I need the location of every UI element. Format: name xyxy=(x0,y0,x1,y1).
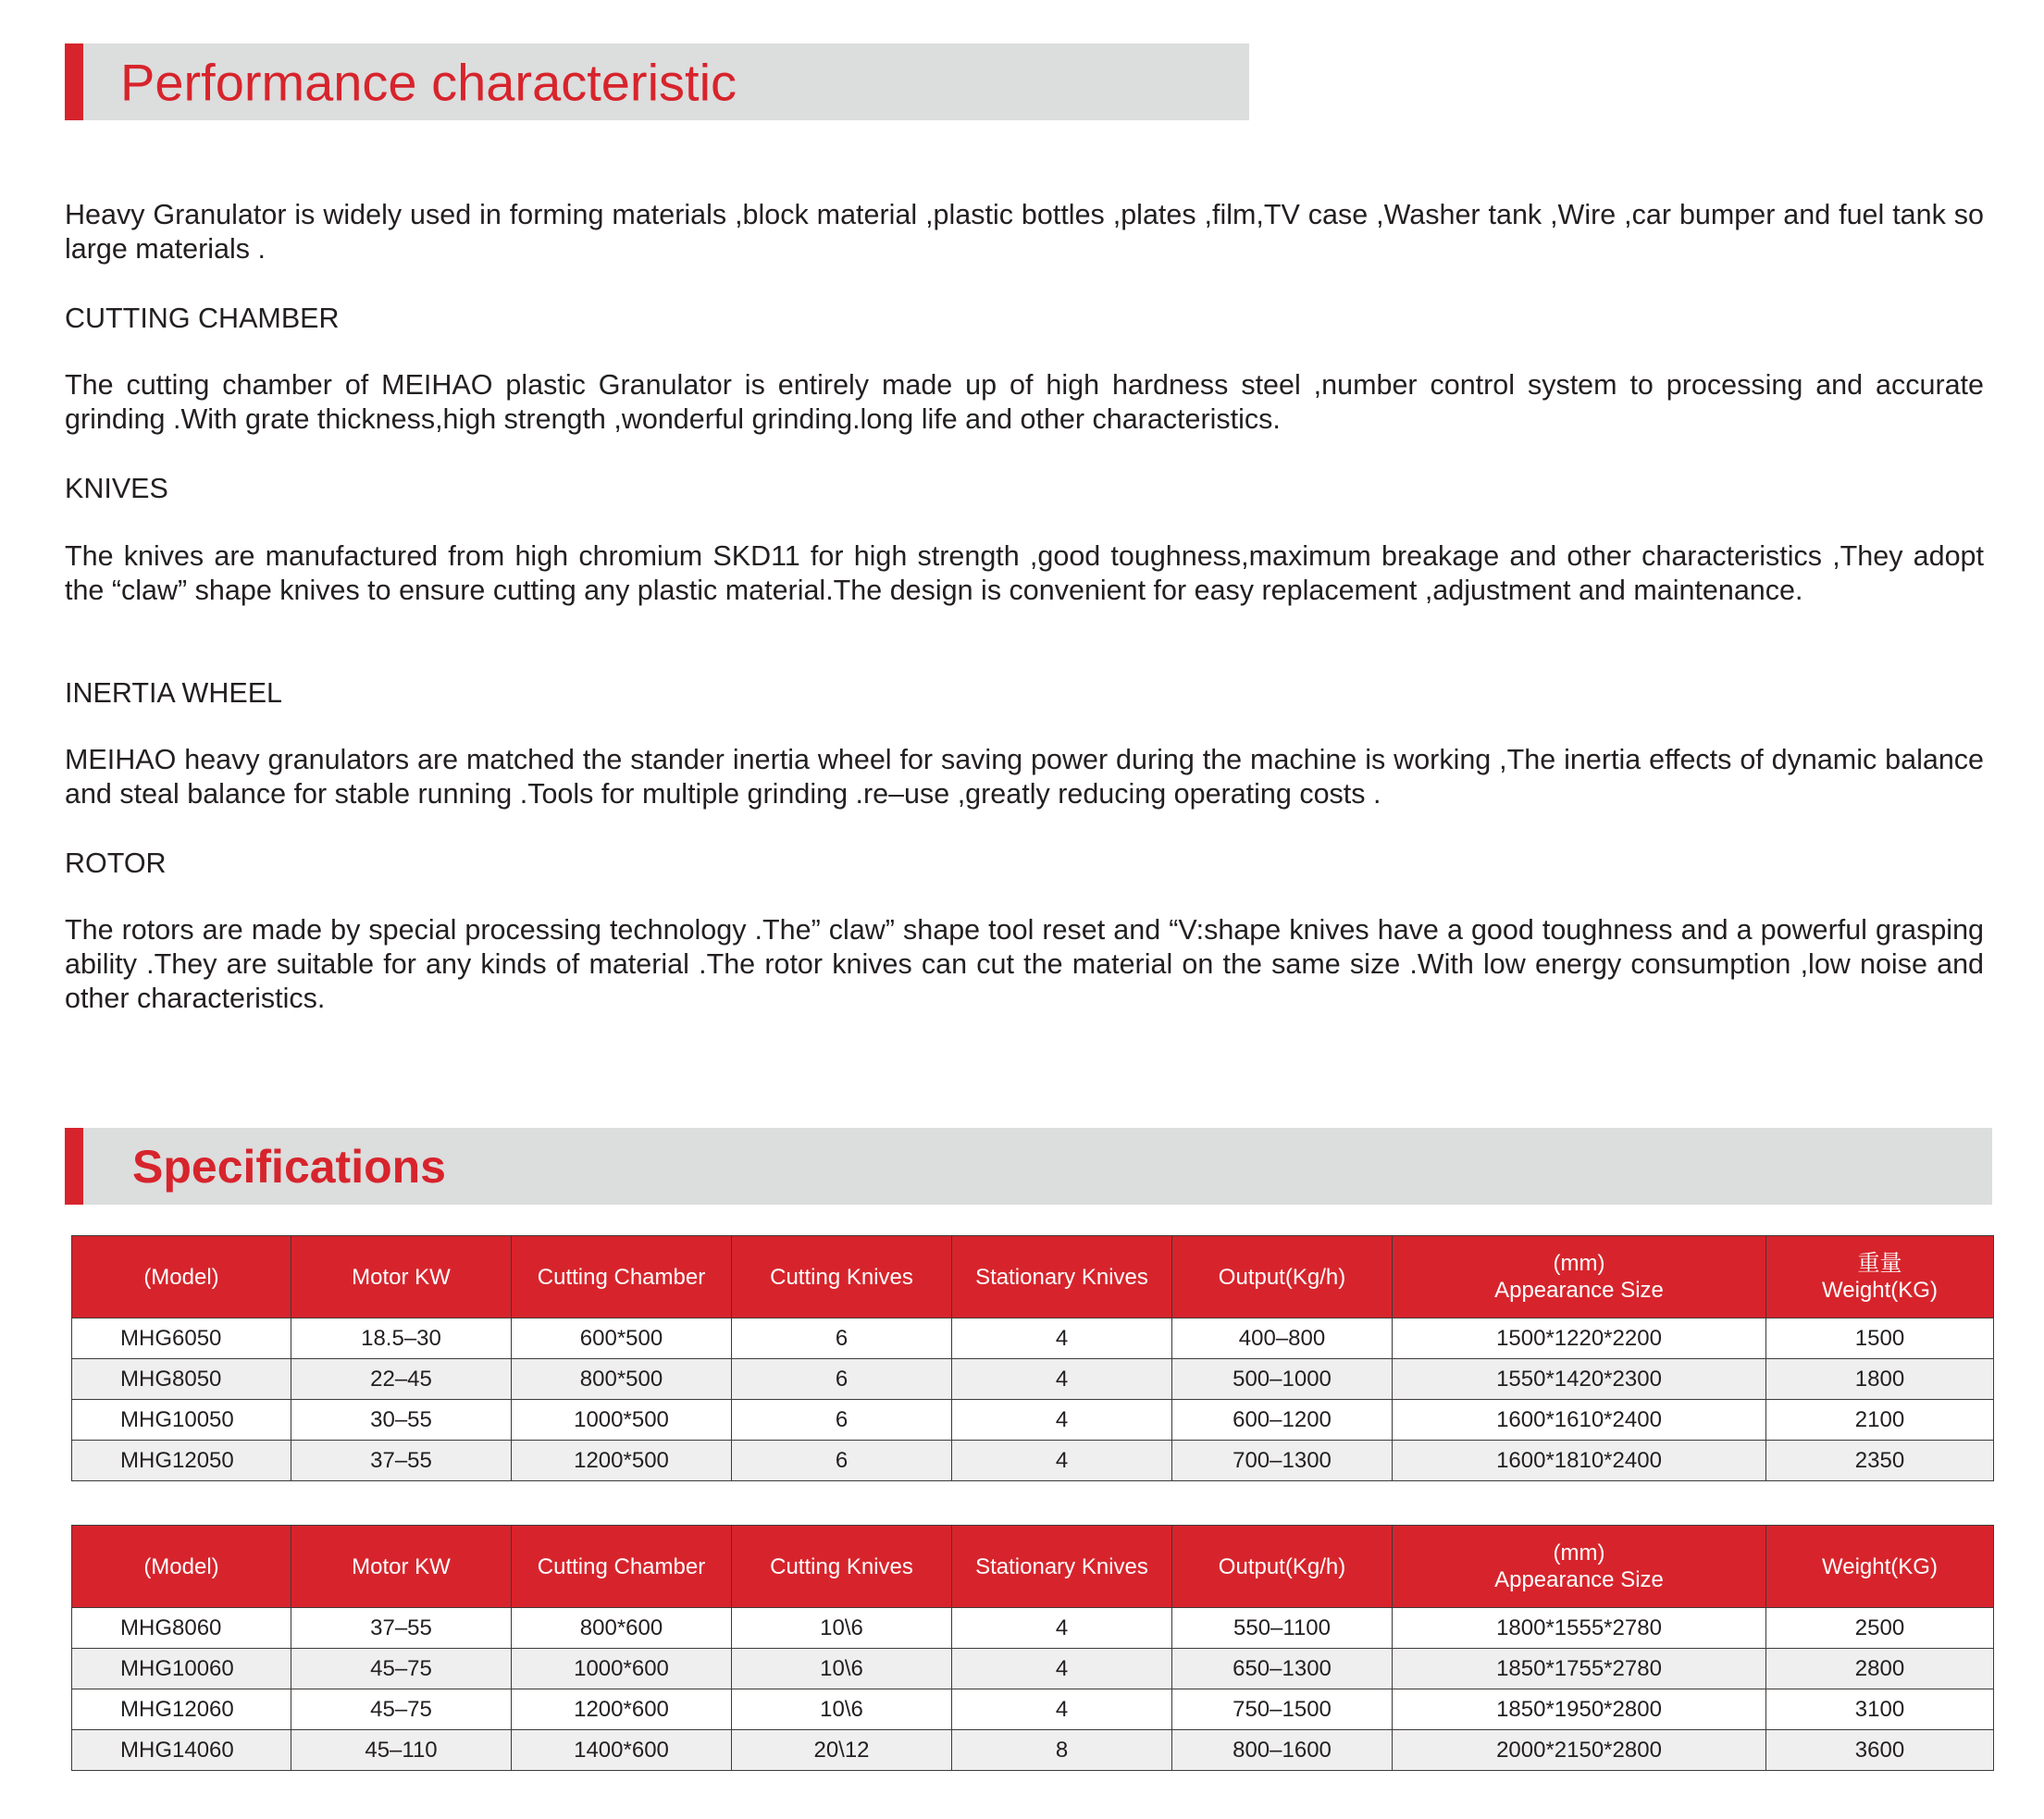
cutting-chamber-cell: 1200*500 xyxy=(512,1441,732,1481)
table-row xyxy=(72,1318,1994,1359)
weight-cell: 3100 xyxy=(1766,1689,1994,1730)
table-header-row xyxy=(72,1236,1994,1318)
weight-label: Weight(KG) xyxy=(1822,1278,1938,1303)
col-appearance-size xyxy=(1393,1526,1766,1608)
col-stationary-knives: Stationary Knives xyxy=(952,1526,1172,1608)
table-row xyxy=(72,1359,1994,1400)
weight-chinese-label: 重量 xyxy=(1857,1251,1902,1276)
table-row xyxy=(72,1730,1994,1771)
output-cell: 700–1300 xyxy=(1172,1441,1393,1481)
weight-cell: 2500 xyxy=(1766,1608,1994,1649)
rotor-paragraph: The rotors are made by special processing technology .The” claw” shape tool reset and “V:shape knives have a good toughness and a powerful grasping ability .They are suitable for any kinds of material .The rotor knives can cut the material on the same size .With low energy consumption ,low noise and other characteristics. xyxy=(65,914,1984,1014)
col-stationary-knives: Stationary Knives xyxy=(952,1236,1172,1318)
model-cell: MHG14060 xyxy=(72,1730,291,1771)
col-output: Output(Kg/h) xyxy=(1172,1236,1393,1318)
performance-section-header xyxy=(65,43,1249,120)
motor-kw-cell: 45–110 xyxy=(291,1730,512,1771)
motor-kw-cell: 30–55 xyxy=(291,1400,512,1441)
col-appearance-size xyxy=(1393,1236,1766,1318)
intro-paragraph: Heavy Granulator is widely used in forming materials ,block material ,plastic bottles ,plates ,film,TV case ,Washer tank ,Wire ,car bumper and fuel tank so large materials . xyxy=(65,199,1984,265)
appearance-size-cell: 1600*1610*2400 xyxy=(1393,1400,1766,1441)
output-cell: 550–1100 xyxy=(1172,1608,1393,1649)
model-cell: MHG8060 xyxy=(72,1608,291,1649)
stationary-knives-cell: 4 xyxy=(952,1400,1172,1441)
spec-table-2 xyxy=(71,1525,1994,1771)
inertia-wheel-paragraph: MEIHAO heavy granulators are matched the stander inertia wheel for saving power during the machine is working ,The inertia effects of dynamic balance and steal balance for stable running .Tools for multiple grinding .re–use ,greatly reducing operating costs . xyxy=(65,744,1984,810)
cutting-knives-cell: 6 xyxy=(732,1359,952,1400)
table-header-row xyxy=(72,1526,1994,1608)
appearance-size-label: Appearance Size xyxy=(1494,1567,1664,1592)
output-cell: 500–1000 xyxy=(1172,1359,1393,1400)
weight-cell: 3600 xyxy=(1766,1730,1994,1771)
model-cell: MHG12060 xyxy=(72,1689,291,1730)
cutting-knives-cell: 20\12 xyxy=(732,1730,952,1771)
motor-kw-cell: 45–75 xyxy=(291,1689,512,1730)
inertia-wheel-heading: INERTIA WHEEL xyxy=(65,677,283,709)
output-cell: 800–1600 xyxy=(1172,1730,1393,1771)
appearance-size-unit: (mm) xyxy=(1553,1541,1605,1565)
col-cutting-knives: Cutting Knives xyxy=(732,1236,952,1318)
appearance-size-cell: 2000*2150*2800 xyxy=(1393,1730,1766,1771)
cutting-knives-cell: 6 xyxy=(732,1318,952,1359)
model-cell: MHG10050 xyxy=(72,1400,291,1441)
output-cell: 400–800 xyxy=(1172,1318,1393,1359)
motor-kw-cell: 37–55 xyxy=(291,1608,512,1649)
stationary-knives-cell: 4 xyxy=(952,1608,1172,1649)
col-cutting-chamber: Cutting Chamber xyxy=(512,1526,732,1608)
col-cutting-chamber: Cutting Chamber xyxy=(512,1236,732,1318)
col-model: (Model) xyxy=(72,1236,291,1318)
cutting-knives-cell: 6 xyxy=(732,1400,952,1441)
appearance-size-cell: 1850*1755*2780 xyxy=(1393,1649,1766,1689)
model-cell: MHG6050 xyxy=(72,1318,291,1359)
model-cell: MHG12050 xyxy=(72,1441,291,1481)
cutting-chamber-cell: 800*600 xyxy=(512,1608,732,1649)
col-weight: Weight(KG) xyxy=(1766,1526,1994,1608)
performance-title: Performance characteristic xyxy=(120,53,737,111)
output-cell: 600–1200 xyxy=(1172,1400,1393,1441)
appearance-size-label: Appearance Size xyxy=(1494,1278,1664,1303)
appearance-size-unit: (mm) xyxy=(1553,1251,1605,1276)
cutting-chamber-cell: 600*500 xyxy=(512,1318,732,1359)
cutting-chamber-cell: 800*500 xyxy=(512,1359,732,1400)
weight-cell: 1800 xyxy=(1766,1359,1994,1400)
stationary-knives-cell: 4 xyxy=(952,1689,1172,1730)
appearance-size-cell: 1850*1950*2800 xyxy=(1393,1689,1766,1730)
table-row xyxy=(72,1400,1994,1441)
weight-cell: 2100 xyxy=(1766,1400,1994,1441)
cutting-chamber-paragraph: The cutting chamber of MEIHAO plastic Granulator is entirely made up of high hardness steel ,number control system to processing and accurate grinding .With grate thickness,high strength ,wonderful grinding.long life and other characteristics. xyxy=(65,369,1984,435)
cutting-chamber-cell: 1000*500 xyxy=(512,1400,732,1441)
cutting-chamber-cell: 1400*600 xyxy=(512,1730,732,1771)
appearance-size-cell: 1550*1420*2300 xyxy=(1393,1359,1766,1400)
stationary-knives-cell: 8 xyxy=(952,1730,1172,1771)
motor-kw-cell: 37–55 xyxy=(291,1441,512,1481)
output-cell: 650–1300 xyxy=(1172,1649,1393,1689)
weight-cell: 1500 xyxy=(1766,1318,1994,1359)
col-model: (Model) xyxy=(72,1526,291,1608)
table-row xyxy=(72,1689,1994,1730)
stationary-knives-cell: 4 xyxy=(952,1649,1172,1689)
cutting-chamber-heading: CUTTING CHAMBER xyxy=(65,303,340,334)
model-cell: MHG10060 xyxy=(72,1649,291,1689)
table-row xyxy=(72,1649,1994,1689)
weight-cell: 2800 xyxy=(1766,1649,1994,1689)
stationary-knives-cell: 4 xyxy=(952,1441,1172,1481)
col-motor-kw: Motor KW xyxy=(291,1236,512,1318)
cutting-knives-cell: 10\6 xyxy=(732,1649,952,1689)
stationary-knives-cell: 4 xyxy=(952,1359,1172,1400)
appearance-size-cell: 1800*1555*2780 xyxy=(1393,1608,1766,1649)
col-output: Output(Kg/h) xyxy=(1172,1526,1393,1608)
cutting-knives-cell: 10\6 xyxy=(732,1608,952,1649)
cutting-knives-cell: 6 xyxy=(732,1441,952,1481)
weight-cell: 2350 xyxy=(1766,1441,1994,1481)
output-cell: 750–1500 xyxy=(1172,1689,1393,1730)
cutting-chamber-cell: 1200*600 xyxy=(512,1689,732,1730)
knives-paragraph: The knives are manufactured from high chromium SKD11 for high strength ,good toughness,maximum breakage and other characteristics ,They adopt the “claw” shape knives to ensure cutting any plastic material.The design is convenient for easy replacement ,adjustment and maintenance. xyxy=(65,540,1984,606)
specifications-title: Specifications xyxy=(132,1140,446,1193)
col-motor-kw: Motor KW xyxy=(291,1526,512,1608)
specifications-section-header xyxy=(65,1128,1992,1205)
appearance-size-cell: 1600*1810*2400 xyxy=(1393,1441,1766,1481)
rotor-heading: ROTOR xyxy=(65,848,167,879)
spec-table-1 xyxy=(71,1235,1994,1481)
knives-heading: KNIVES xyxy=(65,473,168,504)
model-cell: MHG8050 xyxy=(72,1359,291,1400)
motor-kw-cell: 22–45 xyxy=(291,1359,512,1400)
motor-kw-cell: 18.5–30 xyxy=(291,1318,512,1359)
cutting-knives-cell: 10\6 xyxy=(732,1689,952,1730)
cutting-chamber-cell: 1000*600 xyxy=(512,1649,732,1689)
table-row xyxy=(72,1608,1994,1649)
col-weight xyxy=(1766,1236,1994,1318)
stationary-knives-cell: 4 xyxy=(952,1318,1172,1359)
appearance-size-cell: 1500*1220*2200 xyxy=(1393,1318,1766,1359)
col-cutting-knives: Cutting Knives xyxy=(732,1526,952,1608)
motor-kw-cell: 45–75 xyxy=(291,1649,512,1689)
table-row xyxy=(72,1441,1994,1481)
